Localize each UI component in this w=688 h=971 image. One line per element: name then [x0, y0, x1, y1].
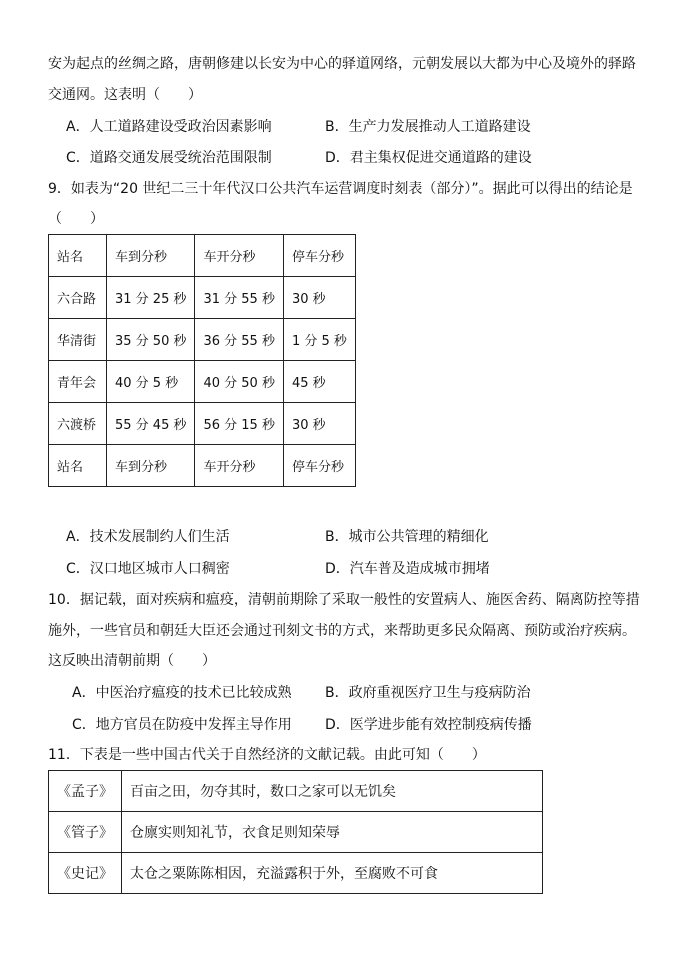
- quote-cell: 仓廪实则知礼节，衣食足则知荣辱: [122, 812, 543, 853]
- table-cell: 站名: [49, 445, 107, 487]
- table-cell: 1 分 5 秒: [283, 319, 355, 361]
- q10-option-b: B．政府重视医疗卫生与疫病防治: [325, 685, 531, 701]
- q9-option-c: C．汉口地区城市人口稠密: [66, 561, 230, 577]
- table-cell: 36 分 55 秒: [195, 319, 283, 361]
- q9-stem-line1: 9．如表为“20 世纪二三十年代汉口公共汽车运营调度时刻表（部分）”。据此可以得出的结论是: [48, 181, 633, 197]
- q10-stem-line1: 10．据记载，面对疾病和瘟疫，清朝前期除了采取一般性的安置病人、施医舍药、隔离防控等措: [48, 592, 640, 608]
- table-cell: 车到分秒: [107, 445, 195, 487]
- source-cell: 《孟子》: [49, 771, 122, 812]
- q10-option-a: A．中医治疗瘟疫的技术已比较成熟: [72, 685, 292, 701]
- table-header-cell: 停车分秒: [283, 235, 355, 277]
- table-cell: 30 秒: [283, 277, 355, 319]
- q11-stem-line1: 11．下表是一些中国古代关于自然经济的文献记载。由此可知（ ）: [48, 747, 486, 763]
- q9-stem-line2: （ ）: [48, 211, 104, 227]
- table-cell: 六合路: [49, 277, 107, 319]
- q8-option-d: D．君主集权促进交通道路的建设: [325, 150, 532, 166]
- q8-stem-line1: 安为起点的丝绸之路，唐朝修建以长安为中心的驿道网络，元朝发展以大都为中心及境外的驿路: [48, 56, 636, 72]
- q8-option-c: C．道路交通发展受统治范围限制: [66, 150, 272, 166]
- q10-stem-line2: 施外，一些官员和朝廷大臣还会通过刊刻文书的方式，来帮助更多民众隔离、预防或治疗疾病。: [48, 623, 636, 639]
- table-row: [49, 445, 356, 487]
- table-row: [49, 403, 356, 445]
- q9-option-d: D．汽车普及造成城市拥堵: [325, 561, 490, 577]
- table-cell: 华清街: [49, 319, 107, 361]
- table-cell: 31 分 55 秒: [195, 277, 283, 319]
- table-cell: 六渡桥: [49, 403, 107, 445]
- q10-option-c: C．地方官员在防疫中发挥主导作用: [72, 717, 292, 733]
- source-cell: 《史记》: [49, 853, 122, 894]
- table-cell: 停车分秒: [283, 445, 355, 487]
- table-header-cell: 车到分秒: [107, 235, 195, 277]
- source-cell: 《管子》: [49, 812, 122, 853]
- quote-cell: 太仓之粟陈陈相因，充溢露积于外，至腐败不可食: [122, 853, 543, 894]
- table-row: [49, 771, 543, 812]
- table-cell: 车开分秒: [195, 445, 283, 487]
- q9-option-a: A．技术发展制约人们生活: [66, 529, 230, 545]
- q8-option-b: B．生产力发展推动人工道路建设: [325, 119, 531, 135]
- q9-option-b: B．城市公共管理的精细化: [325, 529, 489, 545]
- table-cell: 55 分 45 秒: [107, 403, 195, 445]
- table-header-cell: 站名: [49, 235, 107, 277]
- table-cell: 40 分 5 秒: [107, 361, 195, 403]
- q11-records-table: [48, 770, 543, 894]
- table-header-cell: 车开分秒: [195, 235, 283, 277]
- q9-timetable: [48, 234, 356, 487]
- table-cell: 45 秒: [283, 361, 355, 403]
- table-cell: 30 秒: [283, 403, 355, 445]
- table-row: [49, 853, 543, 894]
- q10-option-d: D．医学进步能有效控制疫病传播: [325, 717, 532, 733]
- table-row: [49, 812, 543, 853]
- q8-stem-line2: 交通网。这表明（ ）: [48, 87, 202, 103]
- table-cell: 31 分 25 秒: [107, 277, 195, 319]
- table-cell: 56 分 15 秒: [195, 403, 283, 445]
- table-row: [49, 319, 356, 361]
- table-row: [49, 277, 356, 319]
- q8-option-a: A．人工道路建设受政治因素影响: [66, 119, 272, 135]
- table-cell: 40 分 50 秒: [195, 361, 283, 403]
- table-cell: 青年会: [49, 361, 107, 403]
- table-row: [49, 361, 356, 403]
- table-header-row: [49, 235, 356, 277]
- table-cell: 35 分 50 秒: [107, 319, 195, 361]
- quote-cell: 百亩之田，勿夺其时，数口之家可以无饥矣: [122, 771, 543, 812]
- q10-stem-line3: 这反映出清朝前期（ ）: [48, 653, 216, 669]
